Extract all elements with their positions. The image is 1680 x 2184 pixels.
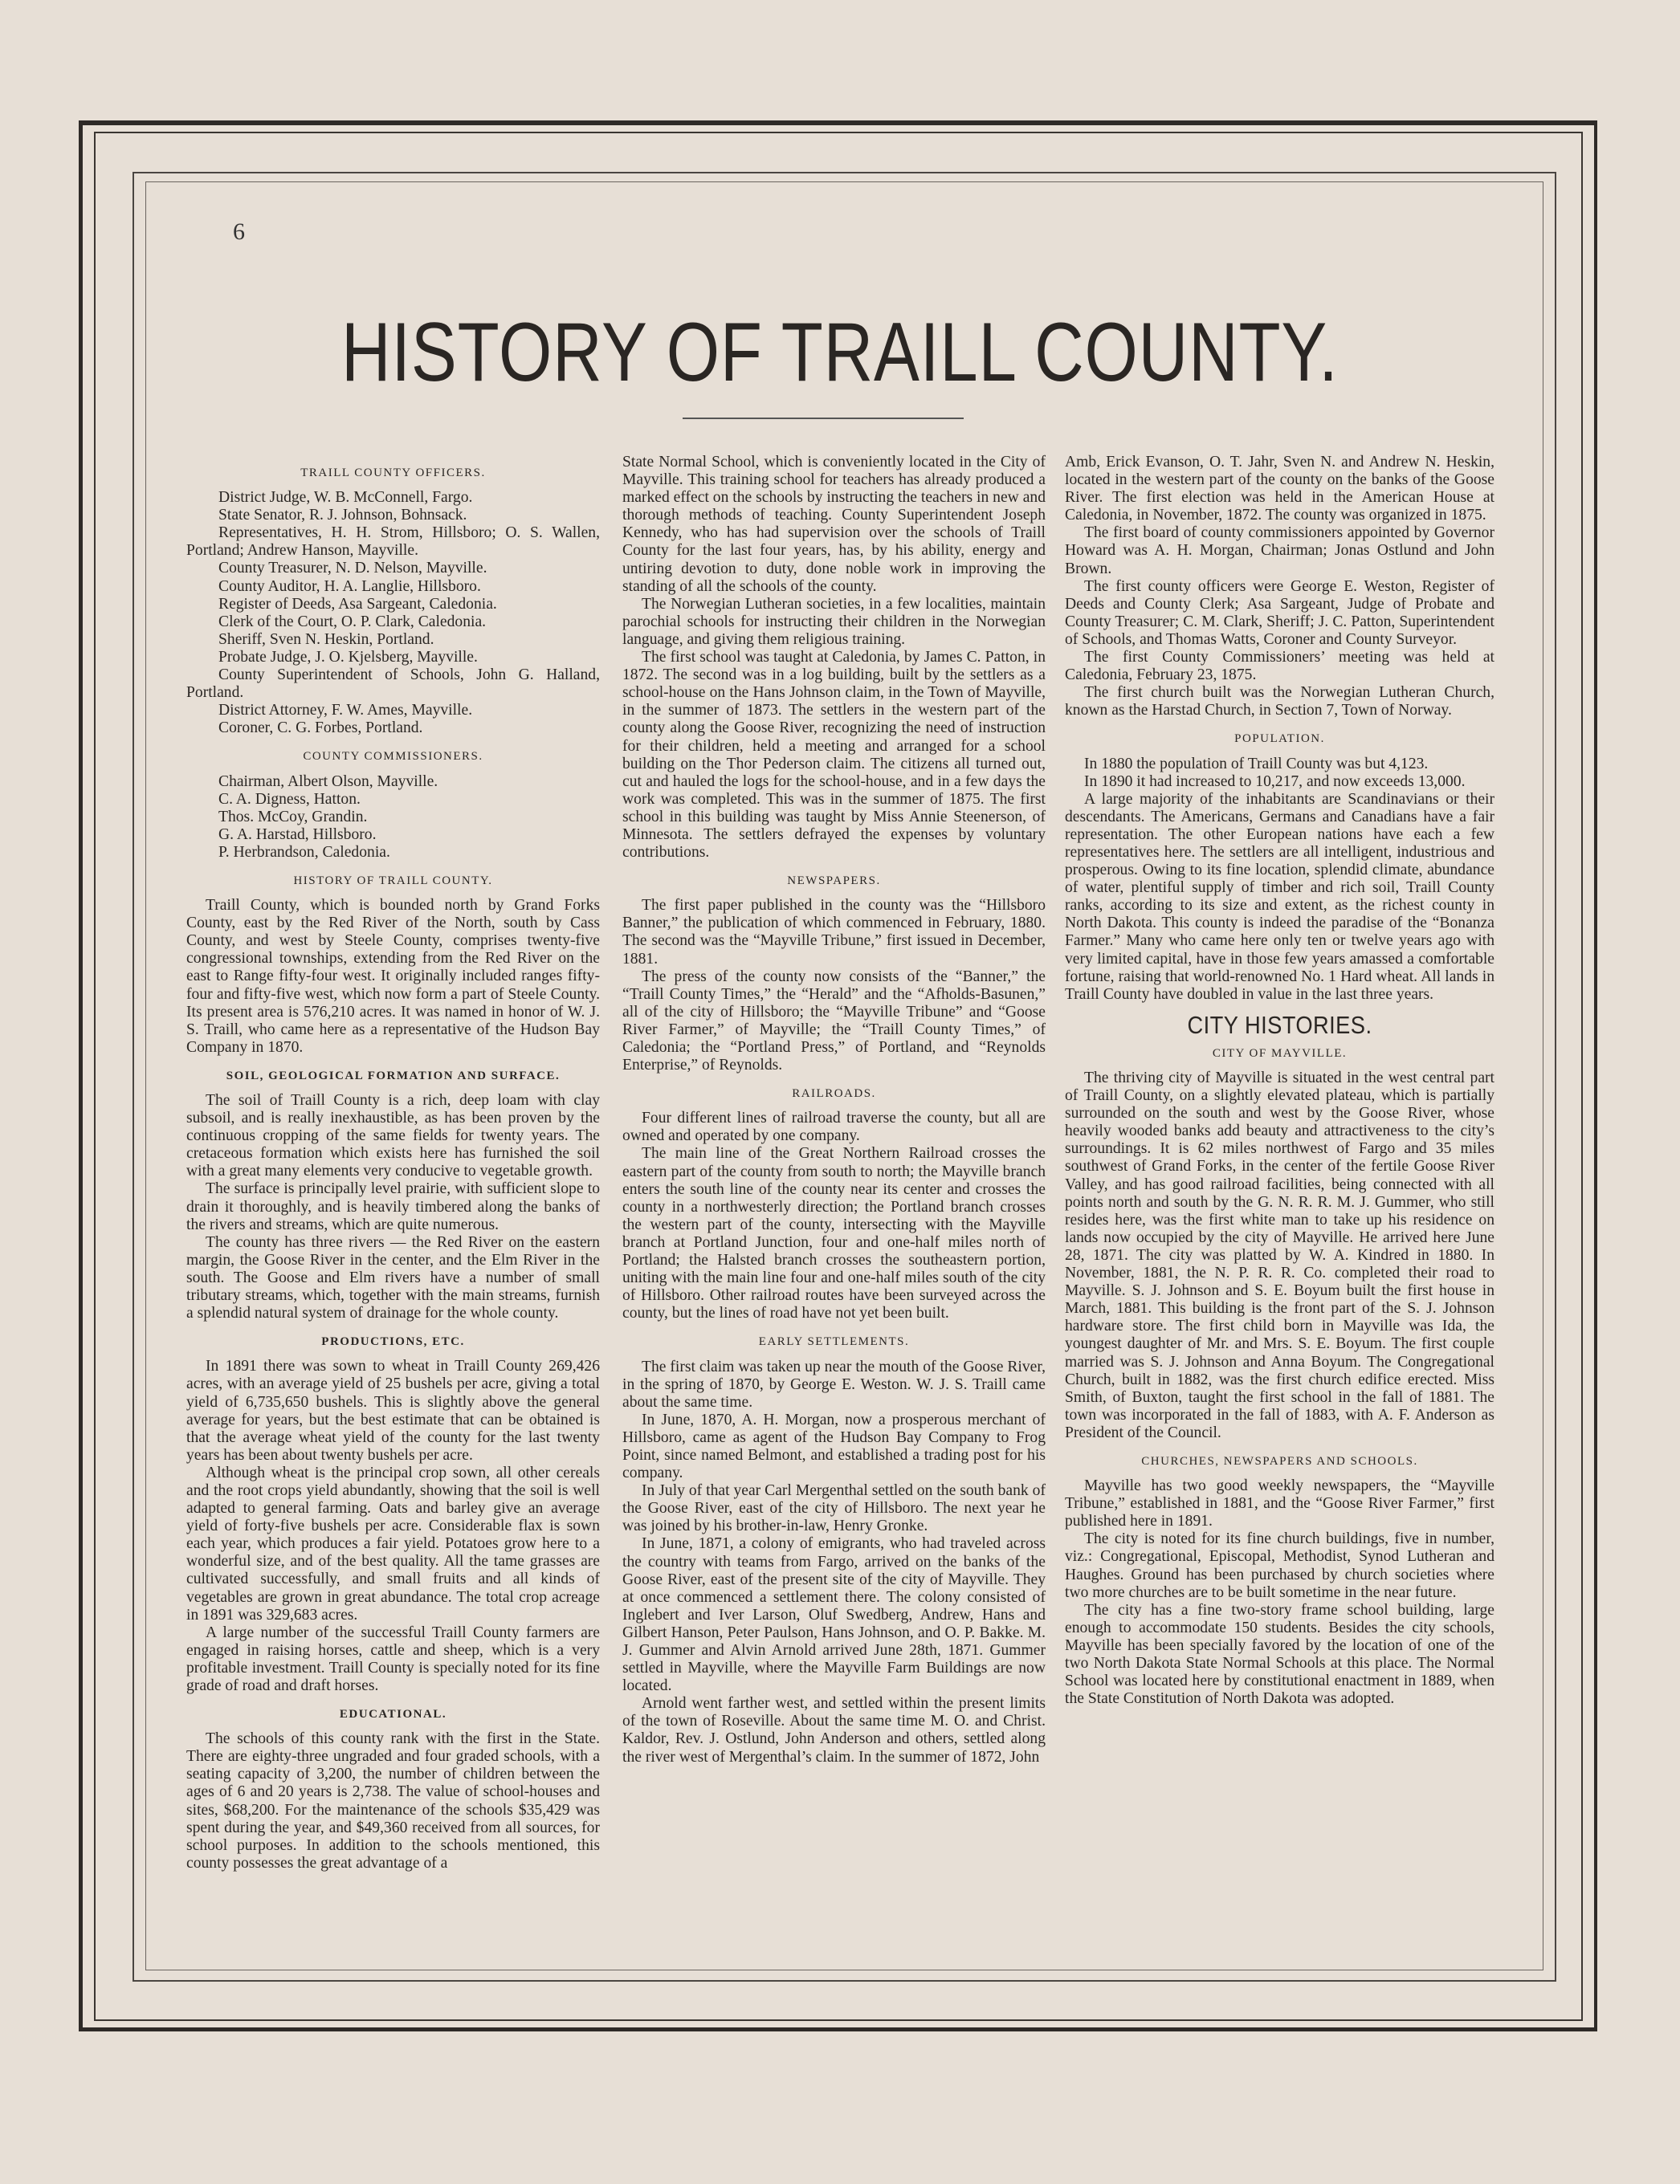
- paragraph: In 1890 it had increased to 10,217, and now exceeds 13,000.: [1084, 772, 1466, 790]
- section-heading-officers: TRAILL COUNTY OFFICERS.: [300, 467, 486, 479]
- section-heading-educational: EDUCATIONAL.: [339, 1708, 447, 1722]
- section-heading-newspapers: NEWSPAPERS.: [787, 874, 881, 888]
- paragraph: The first county officers were George E. Weston, Register of Deeds and County Clerk; Asa Sargeant, Judge of Probate and County Treasurer; C. M. Clark, Sheriff; J. C. Patton, Superintendent of Schools, and Thomas Watts, Coroner and County Surveyor.: [1065, 577, 1494, 648]
- section-heading-city-histories: CITY HISTORIES.: [1187, 1010, 1372, 1039]
- paragraph: The first claim was taken up near the mouth of the Goose River, in the spring of 1870, by George E. Weston. W. J. S. Traill came about the same time.: [622, 1358, 1046, 1411]
- officer-line: Probate Judge, J. O. Kjelsberg, Mayville.: [218, 648, 478, 666]
- column-2: [622, 454, 1046, 1766]
- paragraph: The city is noted for its fine church buildings, five in number, viz.: Congregational, Episcopal, Methodist, Synod Lutheran and Haughes. Ground has been purchased by church societies where two more churches are to be built sometime in the near future.: [1065, 1530, 1494, 1601]
- column-1: [186, 454, 600, 1872]
- paragraph: The thriving city of Mayville is situated in the west central part of Traill County, on a slightly elevated plateau, which is partially surrounded on the south and west by the Goose River, whose heavily wooded banks add beauty and attractiveness to the city’s surroundings. It is 62 miles northwest of Fargo and 35 miles southwest of Grand Forks, in the center of the fertile Goose River Valley, and has good railroad facilities, being connected with all points north and south by the G. N. R. R. M. J. Gummer, who still resides here, was the first white man to take up his residence on lands now occupied by the city of Mayville. He arrived here June 28, 1871. The city was platted by W. A. Kindred in 1880. In November, 1881, the N. P. R. R. Co. completed their road to Mayville. S. J. Johnson and S. E. Boyum built the first house in March, 1881. This building is the front part of the S. J. Johnson hardware store. The first child born in Mayville was Ida, the youngest daughter of Mr. and Mrs. S. E. Boyum. The first couple married was S. J. Johnson and Anna Boyum. The Congregational Church, built in 1882, was the first church edifice erected. Miss Smith, of Buxton, taught the first school in the fall of 1881. The town was incorporated in the fall of 1883, with A. F. Anderson as President of the Council.: [1065, 1070, 1494, 1441]
- paragraph: In 1891 there was sown to wheat in Traill County 269,426 acres, with an average yield of 25 bushels per acre, giving a total yield of 6,735,650 bushels. This is slightly above the general average for years, but the best estimate that can be obtained is that the average wheat yield of the county for the last twenty years has been about twenty bushels per acre.: [186, 1358, 600, 1464]
- paragraph: The first County Commissioners’ meeting was held at Caledonia, February 23, 1875.: [1065, 649, 1494, 684]
- commissioner-line: Thos. McCoy, Grandin.: [218, 808, 368, 825]
- paragraph: The Norwegian Lutheran societies, in a few localities, maintain parochial schools for instructing their children in the Norwegian language, and giving them religious training.: [622, 595, 1046, 648]
- paragraph: In June, 1871, a colony of emigrants, who had traveled across the country with teams from Fargo, arrived on the banks of the Goose River, east of the present site of the city of Mayville. They at once commenced a settlement there. The colony consisted of Inglebert and Iver Larson, Oluf Swedberg, Andrew, Hans and Gilbert Hanson, Peter Paulson, Hans Johnson, and O. P. Bakke. M. J. Gummer and Alvin Arnold arrived June 28th, 1871. Gummer settled in Mayville, where the Mayville Farm Buildings are now located.: [622, 1535, 1046, 1695]
- paragraph: In 1880 the population of Traill County was but 4,123.: [1084, 755, 1429, 772]
- section-heading-railroads: RAILROADS.: [792, 1087, 876, 1101]
- officer-line: District Judge, W. B. McConnell, Fargo.: [218, 489, 473, 507]
- commissioner-line: P. Herbrandson, Caledonia.: [218, 843, 390, 861]
- paragraph: Amb, Erick Evanson, O. T. Jahr, Sven N. and Andrew N. Heskin, located in the western part of the county on the banks of the Goose River. The first election was held in the American House at Caledonia, in November, 1872. The county was organized in 1875.: [1065, 454, 1494, 524]
- section-heading-early-settlements: EARLY SETTLEMENTS.: [758, 1335, 910, 1349]
- paragraph: Traill County, which is bounded north by Grand Forks County, east by the Red River of the North, south by Cass County, and west by Steele County, comprises twenty-five congressional townships, extending from the Red River on the east to Range fifty-four west. It originally included ranges fifty-four and fifty-five west, which now form a part of Steele County. Its present area is 576,210 acres. It was named in honor of W. J. S. Traill, who came here as a representative of the Hudson Bay Company in 1870.: [186, 897, 600, 1056]
- paragraph: The county has three rivers — the Red River on the eastern margin, the Goose River in the center, and the Elm River in the south. The Goose and Elm rivers have a number of small tributary streams, which, together with the main streams, furnish a splendid natural system of drainage for the whole county.: [186, 1233, 600, 1322]
- paragraph: Arnold went farther west, and settled within the present limits of the town of Roseville. About the same time M. O. and Christ. Kaldor, Rev. J. Ostlund, John Anderson and others, settled along the river west of Mergenthal’s claim. In the summer of 1872, John: [622, 1695, 1046, 1766]
- section-heading-commissioners: COUNTY COMMISSIONERS.: [303, 750, 483, 764]
- paragraph: The first school was taught at Caledonia, by James C. Patton, in 1872. The second was in a log building, built by the settlers as a school-house on the Hans Johnson claim, in the Town of Mayville, in the summer of 1873. The settlers in the western part of the county along the Goose River, recognizing the need of instruction for their children, held a meeting and arranged for a school building on the Thor Pederson claim. The citizens all turned out, cut and hauled the logs for the school-house, and in a few days the work was completed. This was in the summer of 1875. The first school in this building was taught by Miss Annie Steenerson, of Minnesota. The settlers defrayed the expenses by voluntary contributions.: [622, 649, 1046, 862]
- paragraph: The first paper published in the county was the “Hillsboro Banner,” the publication of which commenced in February, 1880. The second was the “Mayville Tribune,” first issued in December, 1881.: [622, 897, 1046, 968]
- paragraph: A large number of the successful Traill County farmers are engaged in raising horses, cattle and sheep, which is a very profitable investment. Traill County is specially noted for its fine grade of road and draft horses.: [186, 1624, 600, 1694]
- paragraph: Four different lines of railroad traverse the county, but all are owned and operated by one company.: [622, 1110, 1046, 1145]
- paragraph: In June, 1870, A. H. Morgan, now a prosperous merchant of Hillsboro, came as agent of the Hudson Bay Company to Frog Point, since named Belmont, and established a trading post for his company.: [622, 1411, 1046, 1482]
- paragraph: A large majority of the inhabitants are Scandinavians or their descendants. The Americans, Germans and Canadians have a fair representation. The other European nations have each a few representatives here. The settlers are all intelligent, industrious and prosperous. Owing to its fine location, splendid climate, abundance of water, plentiful supply of timber and rich soil, Traill County ranks, according to its size and extent, as the richest county in North Dakota. This county is indeed the paradise of the “Bonanza Farmer.” Many who came here only ten or twelve years ago with very limited capital, have in those few years amassed a comfortable fortune, raising that world-renowned No. 1 Hard wheat. All lands in Traill County have doubled in value in the last three years.: [1065, 790, 1494, 1003]
- page-number: 6: [233, 218, 245, 245]
- officer-line: State Senator, R. J. Johnson, Bohnsack.: [218, 507, 467, 524]
- officer-line: District Attorney, F. W. Ames, Mayville.: [218, 702, 473, 719]
- paragraph: The city has a fine two-story frame school building, large enough to accommodate 150 students. Besides the city schools, Mayville has been specially favored by the location of one of the two North Dakota State Normal Schools at this place. The Normal School was located here by constitutional enactment in 1889, when the State Constitution of North Dakota was adopted.: [1065, 1601, 1494, 1708]
- commissioner-line: Chairman, Albert Olson, Mayville.: [218, 772, 438, 790]
- paragraph: The first board of county commissioners appointed by Governor Howard was A. H. Morgan, Chairman; Jonas Ostlund and John Brown.: [1065, 524, 1494, 577]
- officer-line: Clerk of the Court, O. P. Clark, Caledonia.: [218, 613, 487, 630]
- officer-line: Coroner, C. G. Forbes, Portland.: [218, 719, 423, 737]
- paragraph: The main line of the Great Northern Railroad crosses the eastern part of the county from south to north; the Mayville branch enters the south line of the county near its center and crosses the county in a northwesterly direction; the Portland branch crosses the western part of the county, intersecting with the Mayville branch at Portland Junction, four and one-half miles north of Portland; the Halsted branch crosses the southeastern portion, uniting with the main line four and one-half miles south of the city of Hillsboro. Other railroad routes have been surveyed across the county, but the lines of road have not yet been built.: [622, 1145, 1046, 1322]
- paragraph: The schools of this county rank with the first in the State. There are eighty-three ungraded and four graded schools, with a seating capacity of 3,200, the number of children between the ages of 6 and 20 years is 2,738. The value of school-houses and sites, $68,200. For the maintenance of the schools $35,429 was spent during the year, and $49,360 received from all sources, for school purposes. In addition to the schools mentioned, this county possesses the great advantage of a: [186, 1730, 600, 1872]
- section-heading-history: HISTORY OF TRAILL COUNTY.: [293, 874, 493, 887]
- page-title: HISTORY OF TRAILL COUNTY.: [341, 306, 1339, 399]
- officer-line: County Superintendent of Schools, John G. Halland, Portland.: [186, 666, 600, 702]
- paragraph: State Normal School, which is conveniently located in the City of Mayville. This training school for teachers has already produced a marked effect on the schools by instructing the teachers in new and thorough methods of teaching. County Superintendent Joseph Kennedy, who has had supervision over the schools of Traill County for the last four years, has, by his ability, energy and untiring devotion to duty, done noble work in improving the standing of all the schools of the county.: [622, 454, 1046, 595]
- paragraph: The first church built was the Norwegian Lutheran Church, known as the Harstad Church, in Section 7, Town of Norway.: [1065, 684, 1494, 719]
- section-heading-productions: PRODUCTIONS, ETC.: [321, 1335, 465, 1349]
- commissioner-line: G. A. Harstad, Hillsboro.: [218, 825, 377, 843]
- commissioner-line: C. A. Digness, Hatton.: [218, 790, 361, 808]
- title-divider: [683, 418, 964, 419]
- section-heading-soil: SOIL, GEOLOGICAL FORMATION AND SURFACE.: [226, 1069, 561, 1082]
- officer-line: County Treasurer, N. D. Nelson, Mayville.: [218, 560, 487, 577]
- officer-line: Sheriff, Sven N. Heskin, Portland.: [218, 630, 434, 648]
- paragraph: The surface is principally level prairie, with sufficient slope to drain it thoroughly, and is heavily timbered along the banks of the rivers and streams, which are quite numerous.: [186, 1180, 600, 1233]
- officer-line: Representatives, H. H. Strom, Hillsboro; O. S. Wallen, Portland; Andrew Hanson, Mayville.: [186, 524, 600, 560]
- paragraph: In July of that year Carl Mergenthal settled on the south bank of the Goose River, east of the city of Hillsboro. The next year he was joined by his brother-in-law, Henry Gronke.: [622, 1482, 1046, 1535]
- paragraph: Mayville has two good weekly newspapers, the “Mayville Tribune,” established in 1881, and the “Goose River Farmer,” first published here in 1891.: [1065, 1477, 1494, 1530]
- section-heading-mayville: CITY OF MAYVILLE.: [1212, 1046, 1348, 1060]
- paragraph: Although wheat is the principal crop sown, all other cereals and the root crops yield abundantly, showing that the soil is well adapted to general farming. Oats and barley give an average yield of forty-five bushels per acre. Considerable flax is sown each year, which produces a fair yield. Potatoes grow here to a wonderful size, and of the best quality. All the tame grasses are cultivated successfully, and small fruits and all kinds of vegetables are grown in great abundance. The total crop acreage in 1891 was 329,683 acres.: [186, 1464, 600, 1624]
- column-3: [1065, 454, 1494, 1708]
- officer-line: Register of Deeds, Asa Sargeant, Caledonia.: [218, 595, 497, 613]
- section-heading-churches: CHURCHES, NEWSPAPERS AND SCHOOLS.: [1141, 1454, 1418, 1468]
- section-heading-population: POPULATION.: [1234, 732, 1325, 746]
- paragraph: The soil of Traill County is a rich, deep loam with clay subsoil, and is really inexhaustible, as has been proven by the continuous cropping of the same fields for twenty years. The cretaceous formation which exists here has furnished the soil with a great many elements very conducive to vegetable growth.: [186, 1092, 600, 1180]
- officer-line: County Auditor, H. A. Langlie, Hillsboro.: [218, 577, 481, 595]
- paragraph: The press of the county now consists of the “Banner,” the “Traill County Times,” the “Herald” and the “Afholds-Basunen,” all of the city of Hillsboro; the “Mayville Tribune” and “Goose River Farmer,” of Mayville; the “Traill County Times,” of Caledonia; the “Portland Press,” of Portland, and “Reynolds Enterprise,” of Reynolds.: [622, 968, 1046, 1074]
